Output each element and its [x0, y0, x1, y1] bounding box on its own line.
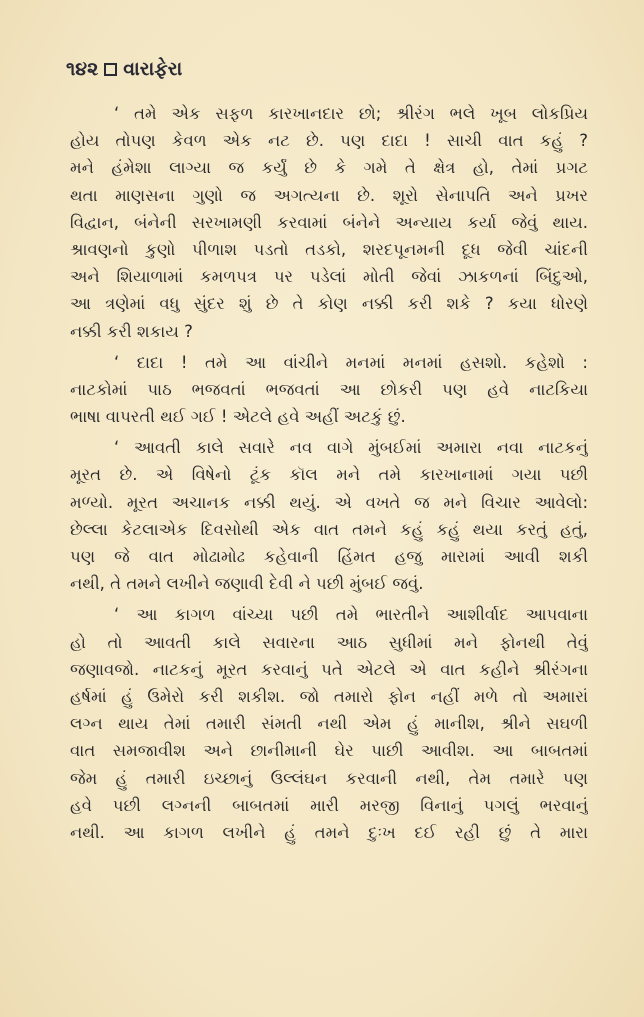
paragraph	[70, 434, 588, 597]
text-line: નથી. આ કાગળ લખીને હું તમને દુઃખ દઈ રહી છું તે મારા	[70, 822, 588, 842]
text-line: છેલ્લા કેટલાએક દિવસોથી એક વાત તમને કહું કહું થયા કરતું હતું,	[70, 519, 588, 539]
square-separator-icon	[104, 63, 117, 76]
text-line: જણાવજો. નાટકનું મૂરત કરવાનું પતે એટલે એ વાત કહીને શ્રીરંગના	[70, 659, 588, 679]
text-line: વાત સમજાવીશ અને છાનીમાની ઘેર પાછી આવીશ. આ બાબતમાં	[70, 741, 588, 761]
text-line: શ્રાવણનો કુણો પીળાશ પડતો તડકો, શરદપૂનમની દૂધ જેવી ચાંદની	[70, 239, 588, 259]
text-line: જેમ હું તમારી ઇચ્છાનું ઉલ્લંઘન કરવાની નથી, તેમ તમારે પણ	[70, 768, 588, 788]
text-line: નક્કી કરી શકાય ?	[70, 321, 193, 341]
paragraph	[70, 601, 588, 846]
text-line: ‘ આવતી કાલે સવારે નવ વાગે મુંબઈમાં અમારા નવા નાટકનું	[114, 438, 588, 458]
paragraph	[70, 100, 588, 345]
text-line: હર્ષમાં હું ઉમેરો કરી શકીશ. જો તમારો ફોન નહીં મળે તો અમારાં	[70, 686, 588, 706]
text-line: હવે પછી લગ્નની બાબતમાં મારી મરજી વિનાનું પગલું ભરવાનું	[70, 795, 588, 815]
page-number: ૧૪૨	[66, 58, 99, 80]
text-line: થતા માણસના ગુણો જ અગત્યના છે. શૂરો સેનાપતિ અને પ્રખર	[70, 185, 588, 205]
text-line: આ ત્રણેમાં વધુ સુંદર શું છે તે કોણ નક્કી કરી શકે ? કયા ધોરણે	[70, 294, 588, 314]
paragraph	[70, 349, 588, 431]
text-line: નથી, તે તમને લખીને જણાવી દેવી ને પછી મુંબઈ જવું.	[70, 574, 424, 594]
text-line: પણ જે વાત મોઢામોઢ કહેવાની હિંમત હજુ મારામાં આવી શકી	[70, 547, 588, 566]
text-line: નાટકોમાં પાઠ ભજવતાં ભજવતાં આ છોકરી પણ હવે નાટકિયા	[70, 379, 588, 399]
text-line: મૂરત છે. એ વિષેનો ટૂંક કૉલ મને તમે કારખાનામાં ગયા પછી	[70, 465, 588, 485]
text-line: હો તો આવતી કાલે સવારના આઠ સુધીમાં મને ફોનથી તેવું	[70, 632, 588, 652]
text-line: ‘ દાદા ! તમે આ વાંચીને મનમાં મનમાં હસશો. કહેશો :	[114, 352, 588, 372]
text-line: અને શિયાળામાં કમળપત્ર પર પડેલાં મોતી જેવાં ઝાકળનાં બિંદુઓ,	[70, 267, 588, 287]
body-text	[70, 100, 588, 850]
text-line: ‘ આ કાગળ વાંચ્યા પછી તમે ભારતીને આશીર્વાદ આપવાના	[114, 605, 588, 625]
text-line: મને હંમેશા લાગ્યા જ કર્યું છે કે ગમે તે ક્ષેત્ર હો, તેમાં પ્રગટ	[70, 158, 588, 178]
book-title: વારાફેરા	[123, 58, 183, 80]
text-line: ‘ તમે એક સફળ કારખાનદાર છો; શ્રીરંગ ભલે ખૂબ લોકપ્રિય	[114, 104, 588, 123]
text-line: વિદ્વાન, બંનેની સરખામણી કરવામાં બંનેને અન્યાય કર્યા જેવું થાય.	[70, 212, 588, 232]
text-line: મળ્યો. મૂરત અચાનક નક્કી થયું. એ વખતે જ મને વિચાર આવેલો:	[70, 492, 588, 512]
text-line: લગ્ન થાય તેમાં તમારી સંમતી નથી એમ હું માનીશ, શ્રીને સઘળી	[70, 714, 588, 734]
text-line: ભાષા વાપરતી થઈ ગઈ ! એટલે હવે અહીં અટકું છું.	[70, 407, 406, 427]
text-line: હોય તોપણ કેવળ એક નટ છે. પણ દાદા ! સાચી વાત કહું ?	[70, 131, 588, 151]
running-head	[66, 58, 182, 80]
